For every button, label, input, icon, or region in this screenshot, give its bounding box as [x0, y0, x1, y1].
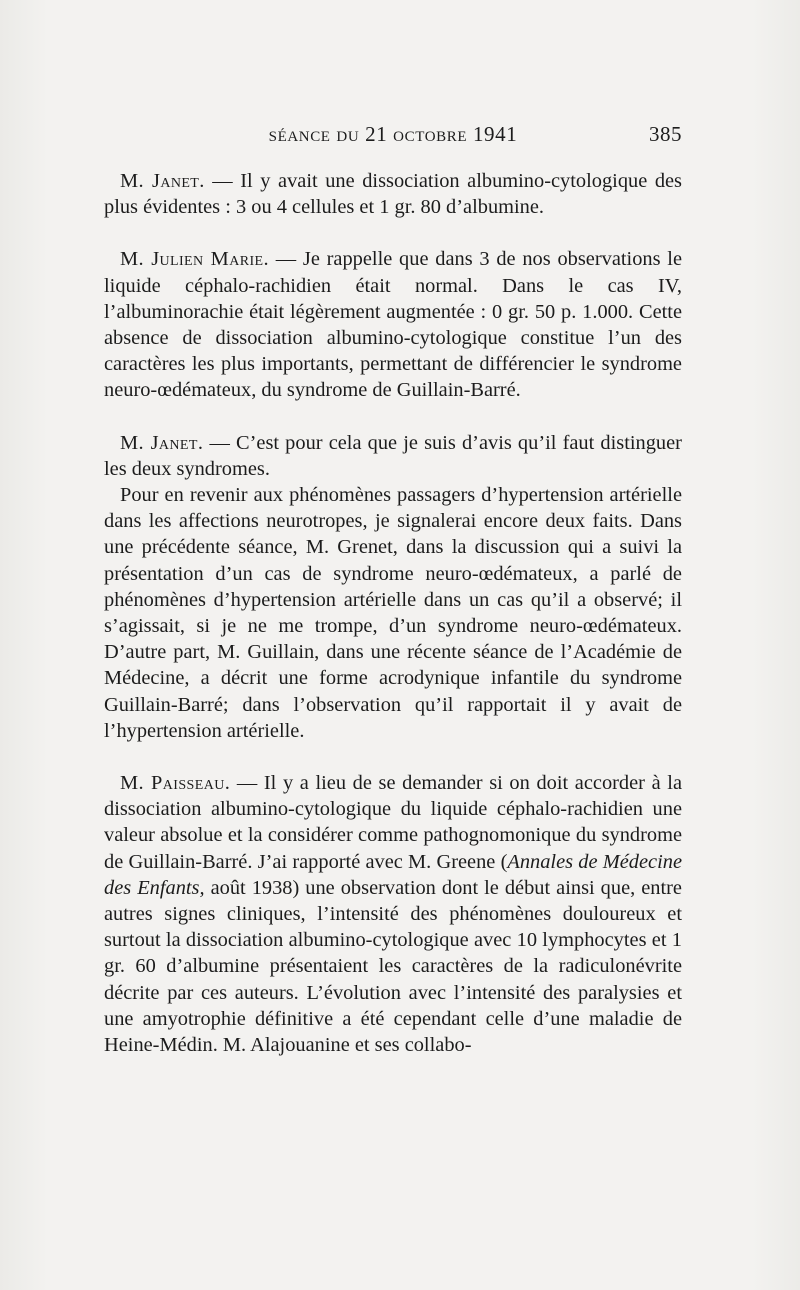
em-dash: —	[204, 170, 241, 192]
paragraph-text: Je rappelle que dans 3 de nos observations le liquide céphalo-rachidien était normal. Dans le cas IV, l’albuminorachie était légèrement augmentée : 0 gr. 50 p. 1.000. Cette absence de dissociation albumino-cytologique constitue l’un des caractères les plus importants, permettant de différencier le syndrome neuro-œdémateux, du syndrome de Guillain-Barré.	[104, 248, 682, 402]
page-number: 385	[649, 122, 682, 146]
journal-title: Annales de Médecine des Enfants,	[104, 850, 682, 899]
speaker-name: M. Janet.	[120, 170, 205, 192]
paragraph-janet-continued	[104, 482, 682, 744]
paragraph-text: Il y a lieu de se demander si on doit accorder à la dissociation albumino-cytologique du liquide céphalo-rachidien une valeur absolue et la considérer comme pathognomonique du syndrome de Guillain-Barré. J’ai rapporté avec M. Greene (	[104, 772, 682, 873]
speaker-name: M. Paisseau.	[120, 772, 231, 795]
paragraph-text: Il y avait une dissociation albumino-cytologique des plus évidentes : 3 ou 4 cellules et 1 gr. 80 d’albumine.	[104, 170, 682, 219]
running-title: séance du 21 octobre 1941	[268, 122, 518, 146]
paragraph-julien-marie	[104, 246, 682, 403]
em-dash: —	[268, 248, 303, 271]
paragraph-text: août 1938) une observation dont le début ainsi que, entre autres signes cliniques, l’intensité des phénomènes douloureux et surtout la dissociation albumino-cytologique avec 10 lymphocytes et 1 gr. 60 d’albumine présentaient les caractères de la radiculonévrite décrite par ces auteurs. L’évolution avec l’intensité des paralysies et une amyotrophie définitive a été cependant celle d’une maladie de Heine-Médin. M. Alajouanine et ses collabo-	[104, 876, 682, 1057]
speaker-name: M. Julien Marie.	[120, 248, 269, 271]
paragraph-janet-2	[104, 430, 682, 482]
body-text	[104, 168, 682, 1058]
speaker-name: M. Janet.	[120, 431, 204, 454]
paragraph-text: Pour en revenir aux phénomènes passagers d’hypertension artérielle dans les affections neurotropes, je signalerai encore deux faits. Dans une précédente séance, M. Grenet, dans la discussion qui a suivi la présentation d’un cas de syndrome neuro-œdémateux, a parlé de phénomènes d’hypertension artérielle dans un cas qu’il a observé; il s’agissait, si je ne me trompe, d’un syndrome neuro-œdémateux. D’autre part, M. Guillain, dans une récente séance de l’Académie de Médecine, a décrit une forme acrodynique infantile du syndrome Guillain-Barré; dans l’observation qu’il rapportait il y avait de l’hypertension artérielle.	[104, 484, 682, 742]
paragraph-paisseau	[104, 770, 682, 1058]
em-dash: —	[203, 431, 236, 454]
em-dash: —	[230, 772, 264, 795]
paragraph-text: C’est pour cela que je suis d’avis qu’il faut distinguer les deux syndromes.	[104, 431, 682, 480]
paragraph-janet-1	[104, 168, 682, 220]
running-head	[104, 122, 682, 152]
